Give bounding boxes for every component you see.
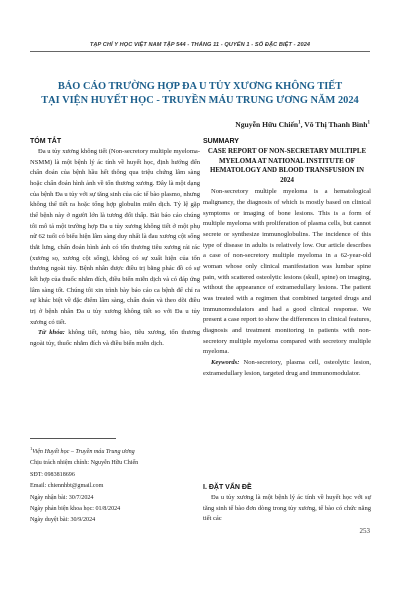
english-title: CASE REPORT OF NON-SECRETARY MULTIPLE MYELOMA AT NATIONAL INSTITUTE OF HEMATOLOGY AND BLOOD TRANSFUSION IN 2024	[207, 148, 367, 184]
section-1-text: Đa u tủy xương là một bệnh lý ác tính về huyết học với sự tăng sinh tế bào đơn dòng trong tủy xương, tế bào có chức năng tiết các	[203, 494, 371, 523]
journal-header: TẠP CHÍ Y HỌC VIỆT NAM TẬP 544 - THÁNG 11 - QUYỂN 1 - SỐ ĐẶC BIỆT - 2024	[89, 42, 311, 48]
summary-text: Non-secretory multiple myeloma is a hematological malignancy, the diagnosis of which is mostly based on clinical symptoms or imaging of bone lesions. This is a form of multiple myeloma with proliferation of plasma cells, but cannot secrete or synthesize immunoglobulins. The incidence of this type of disease in adults is relatively low. Our article describes a case of non-secretory multiple myeloma in a 62-year-old woman whose only clinical manifestation was lumbar spine pain, with scattered osteolytic lesions (skull, spine) on imaging, without the appearance of extramedullary lesions. The patient was treated with a regimen that combined targeted drugs and immunomodulators and had a good clinical response. We present a case report to show the differences in clinical features, diagnosis and treatment monitoring in patients with non-secretory multiple myeloma compared with secretory multiple myeloma.	[203, 188, 371, 356]
footnote-line: Chịu trách nhiệm chính: Nguyễn Hữu Chiến	[30, 460, 139, 467]
left-column	[30, 138, 200, 349]
keywords-en-text: Non-secretory, plasma cell, osteolytic lesion, extramedullary lesion, targeted drug and immunomodulator.	[203, 358, 371, 377]
author-1-sup: 1	[298, 120, 301, 126]
title-line-2: TẠI VIỆN HUYẾT HỌC - TRUYỀN MÁU TRUNG ƯƠNG NĂM 2024	[41, 95, 359, 106]
footnote-line: Ngày nhận bài: 30/7/2024	[30, 494, 94, 501]
right-column	[203, 138, 371, 379]
footnote-affiliation	[30, 443, 200, 458]
keywords-vi-label: Từ khóa:	[38, 329, 65, 337]
authors	[235, 120, 370, 129]
section-introduction	[203, 484, 371, 525]
footnote-rule	[30, 438, 116, 439]
author-2: , Võ Thị Thanh Bình	[300, 120, 368, 129]
summary-heading: SUMMARY	[203, 138, 239, 145]
footnote-sup: 1	[30, 446, 33, 451]
keywords-vi-text: không tiết, tương bào, tiêu xương, tổn thương ngoài tủy, thuốc nhắm đích và điều biến miễn dịch.	[30, 329, 200, 347]
footnote-line: Email: chiennhbt@gmail.com	[30, 483, 104, 490]
footnote	[30, 443, 200, 527]
abstract-heading: TÓM TẮT	[30, 138, 62, 145]
header-rule	[30, 51, 370, 52]
author-1: Nguyễn Hữu Chiến	[235, 120, 299, 129]
abstract-text: Đa u tủy xương không tiết (Non-secretory multiple myeloma-NSMM) là một bệnh lý ác tính về huyết học, định hướng đến chẩn đoán của bệnh hầu hết thông qua triệu chứng lâm sàng hoặc chẩn đoán hình ảnh về tổn thương xương. Đây là một dạng của bệnh Đa u tủy với sự tăng sinh của các tế bào plasmo, nhưng không thể tiết ra hoặc tổng hợp globulin miễn dịch. Tỷ lệ gặp thể bệnh này ở người lớn là tương đối thấp. Bài báo cáo chúng tôi mô tả một trường hợp Đa u tủy xương không tiết ở một phụ nữ 62 tuổi có biểu hiện lâm sàng duy nhất là đau xương cột sống thắt lưng, chẩn đoán hình ảnh có tổn thương tiêu xương rải rác (xương sọ, xương cột sống), không có sự xuất hiện của tổn thương ngoài tủy. Bệnh nhân được điều trị bằng phác đồ có sự kết hợp của thuốc nhắm đích, điều biến miễn dịch và có đáp ứng lâm sàng tốt. Chúng tôi xin trình bày báo cáo ca bệnh để chỉ ra sự khác biệt về đặc điểm lâm sàng, chẩn đoán và theo dõi điều trị ở bệnh nhân Đa u tủy xương không tiết so với Đa u tủy xương có tiết.	[30, 148, 201, 326]
page-number: 253	[359, 527, 370, 535]
affiliation-text: Viện Huyết học – Truyền máu Trung ương	[32, 449, 135, 456]
keywords-en-label: Keywords:	[211, 358, 240, 366]
section-1-heading: I. ĐẶT VẤN ĐỀ	[203, 484, 252, 491]
keywords-vi	[30, 328, 200, 349]
title-line-1: BÁO CÁO TRƯỜNG HỢP ĐA U TỦY XƯƠNG KHÔNG TIẾT	[57, 81, 343, 92]
footnote-line: Ngày phản biện khoa học: 01/8/2024	[30, 506, 121, 513]
footnote-line: SĐT: 0983818696	[30, 471, 75, 478]
author-2-sup: 1	[367, 120, 370, 126]
article-title	[20, 80, 380, 108]
keywords-en	[203, 358, 371, 379]
footnote-line: Ngày duyệt bài: 30/9/2024	[30, 517, 96, 524]
